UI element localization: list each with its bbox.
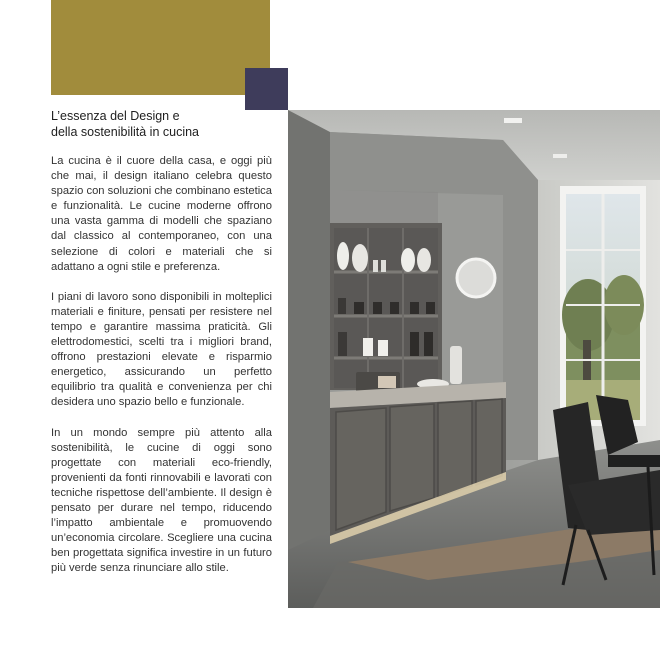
paragraph-worktops: I piani di lavoro sono disponibili in molteplici materiali e finiture, pensati per resistere nel tempo e garantire massima praticità. Gli elettrodomestici, scelti tra i migliori brand, offrono prestazioni elevate e risparmio energetico, assicurando un perfetto equilibrio tra qualità e convenienza per chi desidera uno spazio bello e funzionale. bbox=[51, 290, 272, 409]
gold-accent-block bbox=[51, 0, 270, 95]
heading-line-2: della sostenibilità in cucina bbox=[51, 125, 200, 139]
heading-line-1: L’essenza del Design e bbox=[51, 109, 180, 123]
article-heading bbox=[51, 108, 276, 140]
paragraph-sustainability: In un mondo sempre più attento alla sostenibilità, le cucine di oggi sono progettate con materiali eco-friendly, provenienti da fonti rinnovabili e lavorati con tecniche rispettose dell’ambiente. Il design è pensato per durare nel tempo, riducendo l’impatto ambientale e promuovendo un’economia circolare. Scegliere una cucina ben progettata significa investire in un futuro più verde senza rinunciare allo stile. bbox=[51, 426, 272, 575]
navy-accent-square bbox=[245, 68, 288, 110]
paragraph-intro: La cucina è il cuore della casa, e oggi più che mai, il design italiano celebra questo spazio con soluzioni che combinano estetica e funzionalità. Le cucine moderne offrono una vasta gamma di modelli che spaziano dal classico al contemporaneo, con una selezione di colori e materiali che si adattano a ogni stile e preferenza. bbox=[51, 155, 272, 273]
kitchen-photo bbox=[288, 110, 660, 608]
article-body bbox=[51, 154, 272, 591]
